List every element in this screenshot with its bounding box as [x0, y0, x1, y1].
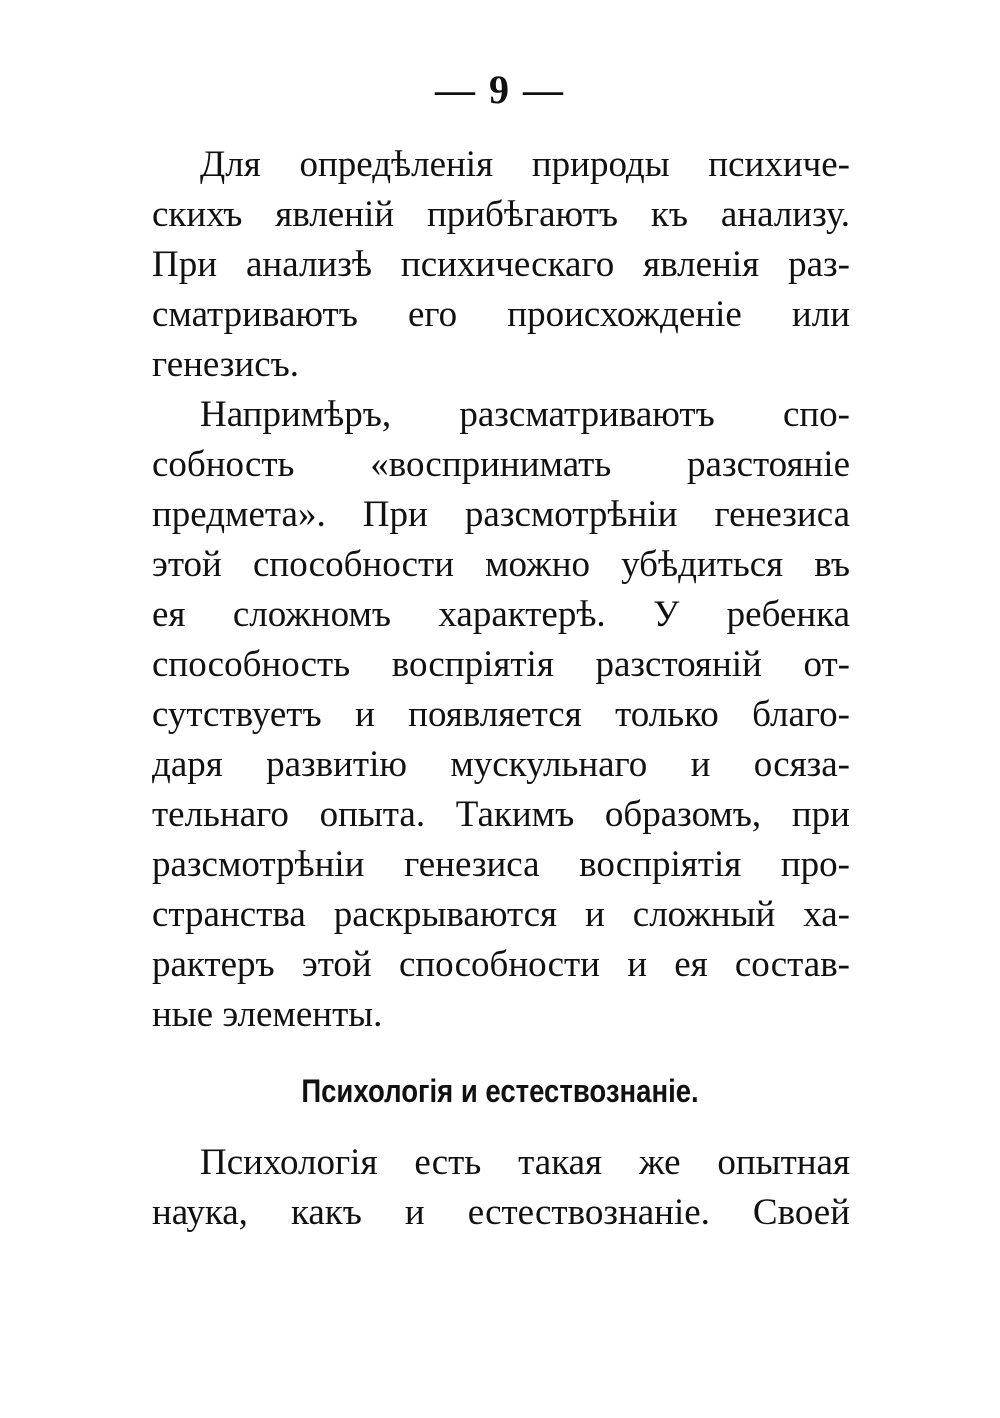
text-line: способность воспріятія разстояній от- [152, 644, 850, 685]
text-line: странства раскрываются и сложный ха- [152, 894, 850, 935]
text-line: наука, какъ и естествознаніе. Своей [152, 1192, 850, 1233]
text-line: сматриваютъ его происхожденіе или [152, 294, 850, 335]
text-line: даря развитію мускульнаго и осяза- [152, 744, 850, 785]
text-line: рактеръ этой способности и ея состав- [152, 944, 850, 985]
text-line: этой способности можно убѣдиться въ [152, 544, 850, 585]
text-line: Для опредѣленія природы психиче- [200, 144, 850, 185]
text-line: разсмотрѣніи генезиса воспріятія про- [152, 844, 850, 885]
text-line: тельнаго опыта. Такимъ образомъ, при [152, 794, 850, 835]
text-line: собность «воспринимать разстояніе [152, 444, 850, 485]
text-line: скихъ явленій прибѣгаютъ къ анализу. [152, 194, 850, 235]
text-line: предмета». При разсмотрѣніи генезиса [152, 494, 850, 535]
text-line: При анализѣ психическаго явленія раз- [152, 244, 850, 285]
text-line: Психологія есть такая же опытная [200, 1142, 850, 1183]
text-line: ея сложномъ характерѣ. У ребенка [152, 594, 850, 635]
paragraph-2 [152, 390, 850, 1040]
text-line: Напримѣръ, разсматриваютъ спо- [200, 394, 850, 435]
page-number: — 9 — [435, 67, 565, 112]
paragraph-1 [152, 140, 850, 390]
text-line: генезисъ. [152, 344, 300, 385]
paragraph-3 [152, 1138, 850, 1238]
text-line: ные элементы. [152, 994, 383, 1035]
text-line: сутствуетъ и появляется только благо- [152, 694, 850, 735]
section-heading: Психологія и естествознаніе. [301, 1073, 699, 1109]
